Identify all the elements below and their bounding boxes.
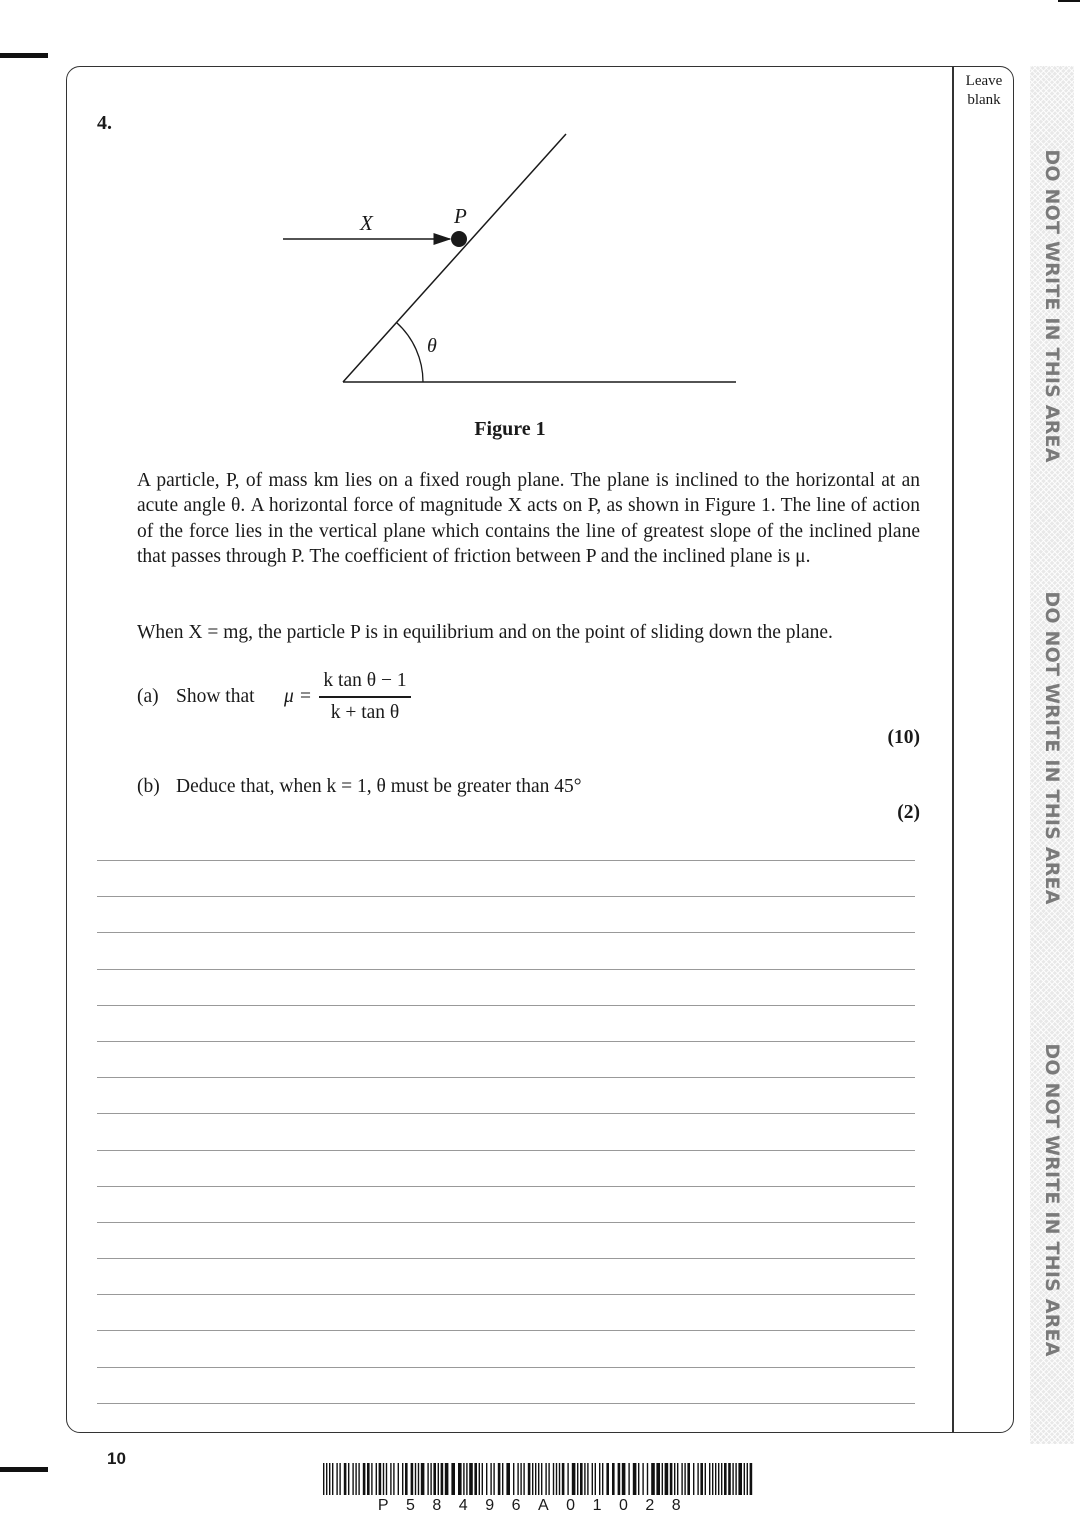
barcode-bar — [445, 1463, 449, 1495]
barcode-bar — [656, 1463, 660, 1495]
barcode-bar — [469, 1463, 473, 1495]
barcode-bar — [502, 1463, 503, 1495]
answer-line[interactable] — [97, 1222, 915, 1258]
barcode-bar — [606, 1463, 609, 1495]
barcode-bar — [651, 1463, 655, 1495]
barcode-bar — [633, 1463, 637, 1495]
barcode-bar — [562, 1463, 565, 1495]
barcode-bar — [622, 1463, 626, 1495]
barcode-bar — [595, 1463, 596, 1495]
barcode-bar — [670, 1463, 673, 1495]
barcode-bar — [532, 1463, 533, 1495]
crop-mark-top-left — [0, 53, 48, 58]
barcode-bar — [538, 1463, 539, 1495]
barcode-bar — [709, 1463, 710, 1495]
question-number: 4. — [97, 112, 112, 134]
barcode-bar — [344, 1463, 347, 1495]
leave-blank-divider — [952, 66, 954, 1433]
barcode-bar — [493, 1463, 494, 1495]
barcode-bar — [584, 1463, 585, 1495]
barcode-bar — [724, 1463, 727, 1495]
barcode — [323, 1463, 753, 1495]
barcode-bar — [618, 1463, 621, 1495]
barcode-bar — [528, 1463, 531, 1495]
barcode-bar — [715, 1463, 716, 1495]
part-b — [137, 776, 837, 798]
answer-line[interactable] — [97, 860, 915, 896]
barcode-bar — [479, 1463, 480, 1495]
barcode-bar — [386, 1463, 387, 1495]
barcode-bar — [506, 1463, 510, 1495]
barcode-bar — [329, 1463, 330, 1495]
barcode-bar — [647, 1463, 648, 1495]
barcode-bar — [732, 1463, 733, 1495]
barcode-bar — [556, 1463, 557, 1495]
part-a — [137, 668, 637, 728]
barcode-bar — [697, 1463, 698, 1495]
barcode-bar — [358, 1463, 359, 1495]
barcode-bar — [438, 1463, 439, 1495]
question-condition: When X = mg, the particle P is in equilibrium and on the point of sliding down the plane. — [137, 622, 833, 643]
barcode-bar — [402, 1463, 403, 1495]
barcode-bar — [744, 1463, 745, 1495]
barcode-bar — [383, 1463, 384, 1495]
barcode-bar — [332, 1463, 333, 1495]
particle-label: P — [454, 204, 467, 228]
barcode-bar — [572, 1463, 576, 1495]
barcode-bar — [674, 1463, 675, 1495]
barcode-bar — [545, 1463, 546, 1495]
barcode-bar — [735, 1463, 736, 1495]
barcode-bar — [421, 1463, 425, 1495]
barcode-bar — [580, 1463, 583, 1495]
barcode-bar — [379, 1463, 382, 1495]
answer-line[interactable] — [97, 1150, 915, 1186]
barcode-bar — [466, 1463, 467, 1495]
barcode-bar — [728, 1463, 731, 1495]
part-b-text: Deduce that, when k = 1, θ must be greater than 45° — [176, 776, 582, 797]
barcode-bar — [427, 1463, 428, 1495]
equals-sign: = — [300, 686, 311, 707]
barcode-bar — [665, 1463, 669, 1495]
barcode-bar — [747, 1463, 748, 1495]
force-label: X — [360, 211, 373, 235]
answer-line[interactable] — [97, 1258, 915, 1294]
question-intro: A particle, P, of mass km lies on a fixed rough plane. The plane is inclined to the horizontal at an acute angle θ. A horizontal force of magnitude X acts on P, as shown in Figure 1. The line of action of the force lies in the vertical plane which contains the line of greatest slope of the inclined plane that passes through P. The coefficient of friction between P and the inclined plane is μ. — [137, 470, 920, 567]
fraction-bar — [319, 696, 411, 698]
barcode-bar — [750, 1463, 753, 1495]
answer-line[interactable] — [97, 1113, 915, 1149]
answer-line[interactable] — [97, 1041, 915, 1077]
barcode-bar — [513, 1463, 514, 1495]
answer-line[interactable] — [97, 1330, 915, 1366]
barcode-bar — [721, 1463, 722, 1495]
barcode-bar — [705, 1463, 706, 1495]
page-number: 10 — [107, 1449, 126, 1468]
barcode-bar — [599, 1463, 600, 1495]
figure-1-diagram — [270, 125, 750, 400]
mu-symbol: μ — [284, 686, 294, 707]
barcode-bar — [700, 1463, 703, 1495]
barcode-bar — [323, 1463, 324, 1495]
fraction-denominator: k + tan θ — [330, 701, 400, 723]
answer-line[interactable] — [97, 1367, 915, 1403]
part-a-text: Show that — [176, 686, 255, 707]
barcode-bar — [363, 1463, 366, 1495]
barcode-bar — [520, 1463, 521, 1495]
barcode-bar — [339, 1463, 340, 1495]
barcode-bar — [355, 1463, 356, 1495]
barcode-bar — [433, 1463, 436, 1495]
angle-label: θ — [427, 335, 437, 357]
barcode-bar — [517, 1463, 518, 1495]
barcode-bar — [393, 1463, 394, 1495]
barcode-bar — [348, 1463, 349, 1495]
barcode-bar — [405, 1463, 408, 1495]
barcode-bar — [463, 1463, 464, 1495]
barcode-bar — [498, 1463, 501, 1495]
barcode-number: P58496A01028 — [377, 1497, 699, 1514]
barcode-bar — [592, 1463, 593, 1495]
barcode-bar — [430, 1463, 431, 1495]
barcode-bar — [523, 1463, 524, 1495]
barcode-bar — [458, 1463, 462, 1495]
barcode-bar — [441, 1463, 444, 1495]
barcode-bar — [638, 1463, 639, 1495]
angle-arc — [397, 323, 424, 383]
barcode-bar — [693, 1463, 694, 1495]
barcode-bar — [376, 1463, 377, 1495]
answer-line[interactable] — [97, 969, 915, 1005]
inclined-plane-line — [343, 134, 566, 382]
part-a-marks: (10) — [887, 727, 920, 748]
barcode-bar — [535, 1463, 536, 1495]
barcode-bar — [418, 1463, 419, 1495]
barcode-bar — [587, 1463, 588, 1495]
barcode-bar — [326, 1463, 327, 1495]
answer-line[interactable] — [97, 932, 915, 968]
barcode-bar — [677, 1463, 678, 1495]
barcode-bar — [577, 1463, 578, 1495]
barcode-bar — [567, 1463, 568, 1495]
barcode-bar — [367, 1463, 370, 1495]
barcode-bar — [712, 1463, 713, 1495]
mu-fraction — [319, 668, 411, 726]
fraction-numerator: k tan θ − 1 — [323, 670, 407, 691]
barcode-bar — [718, 1463, 719, 1495]
barcode-bar — [559, 1463, 560, 1495]
barcode-bar — [553, 1463, 554, 1495]
answer-line[interactable] — [97, 1186, 915, 1222]
answer-line[interactable] — [97, 896, 915, 932]
barcode-bar — [371, 1463, 372, 1495]
barcode-bar — [415, 1463, 416, 1495]
barcode-bar — [642, 1463, 643, 1495]
particle-dot — [451, 231, 467, 247]
barcode-bar — [390, 1463, 391, 1495]
barcode-bar — [486, 1463, 487, 1495]
barcode-bar — [687, 1463, 690, 1495]
barcode-bar — [548, 1463, 549, 1495]
barcode-bar — [352, 1463, 353, 1495]
barcode-bar — [482, 1463, 483, 1495]
barcode-bar — [336, 1463, 337, 1495]
part-b-marks: (2) — [897, 802, 920, 823]
barcode-bar — [628, 1463, 629, 1495]
part-b-label: (b) — [137, 776, 160, 797]
answer-line[interactable] — [97, 1403, 915, 1439]
barcode-bar — [490, 1463, 491, 1495]
leave-blank-label: Leave blank — [965, 73, 1003, 108]
barcode-bar — [602, 1463, 603, 1495]
answer-line[interactable] — [97, 1077, 915, 1113]
barcode-bar — [662, 1463, 663, 1495]
crop-mark-top-right — [1058, 0, 1080, 2]
barcode-bar — [474, 1463, 477, 1495]
barcode-bar — [684, 1463, 685, 1495]
barcode-bar — [451, 1463, 455, 1495]
barcode-bar — [411, 1463, 414, 1495]
answer-line[interactable] — [97, 1294, 915, 1330]
crop-mark-bottom-left — [0, 1467, 48, 1472]
answer-line[interactable] — [97, 1005, 915, 1041]
barcode-bar — [612, 1463, 615, 1495]
part-a-label: (a) — [137, 686, 159, 707]
barcode-bar — [541, 1463, 542, 1495]
answer-area[interactable] — [97, 860, 915, 1439]
barcode-bar — [398, 1463, 399, 1495]
figure-caption: Figure 1 — [474, 418, 546, 440]
barcode-bar — [738, 1463, 742, 1495]
barcode-bar — [681, 1463, 682, 1495]
